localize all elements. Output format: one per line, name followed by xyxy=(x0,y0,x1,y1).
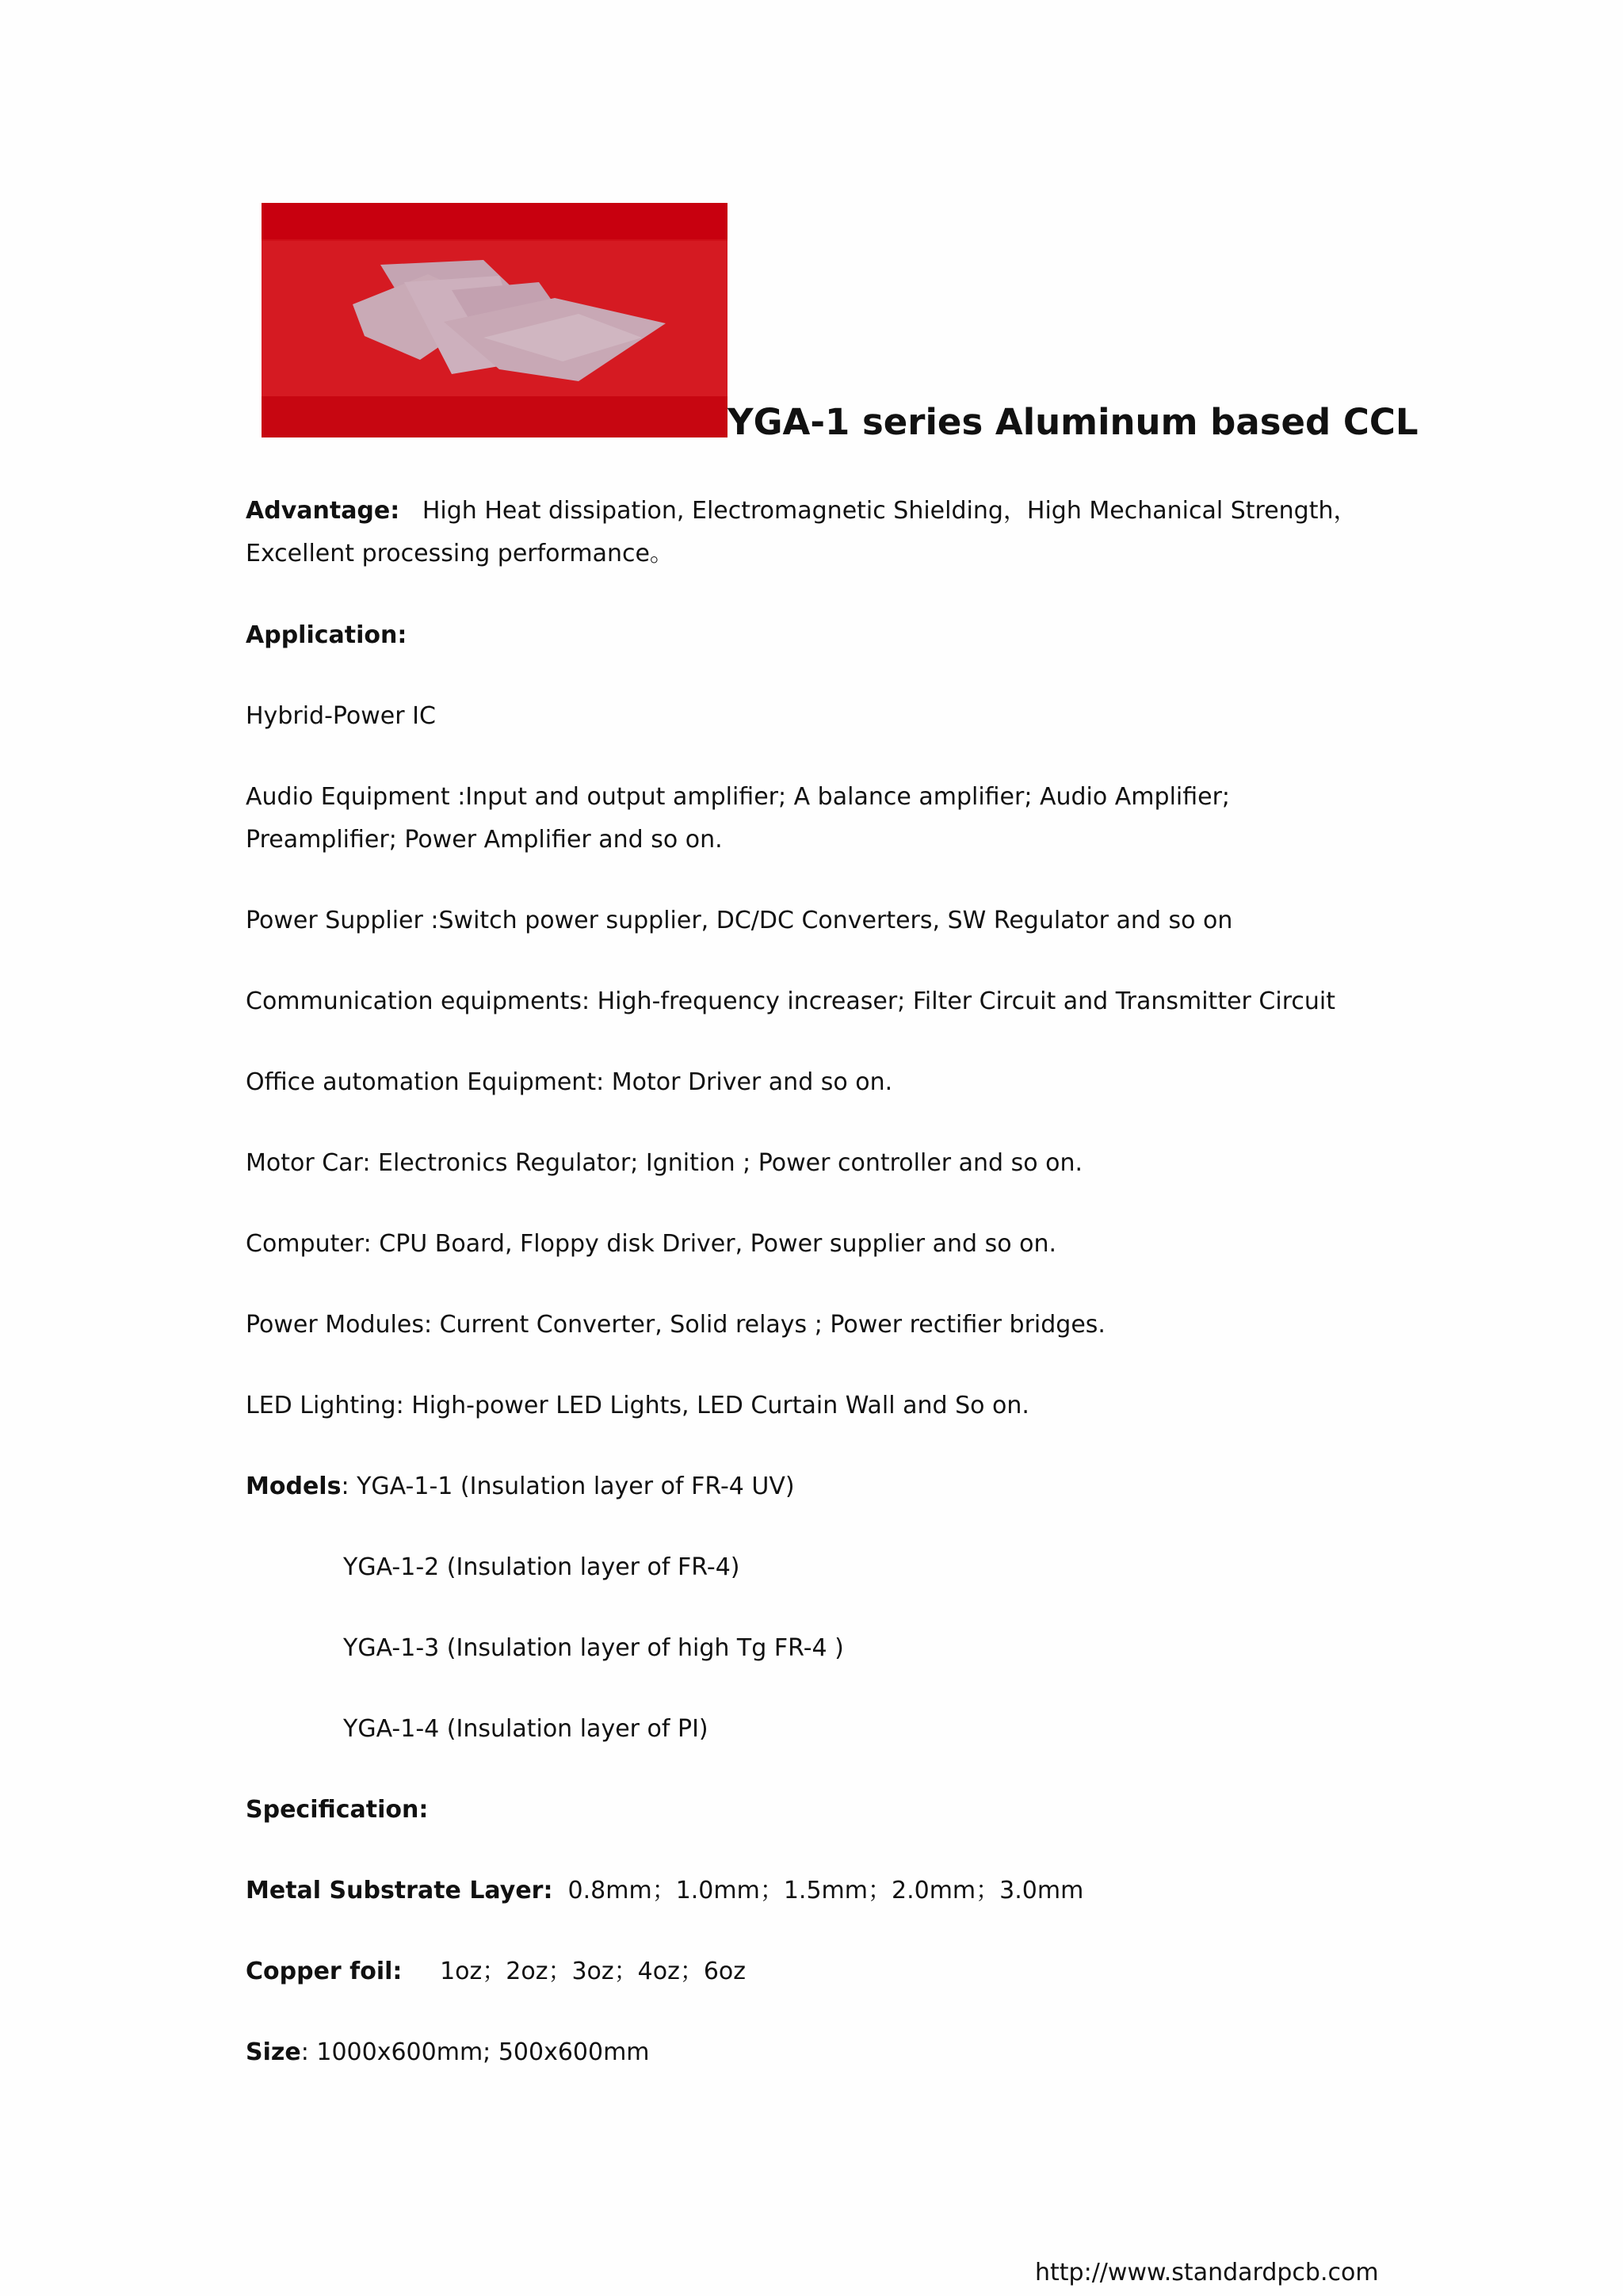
advantage-paragraph xyxy=(246,490,1371,575)
application-item: Power Supplier :Switch power supplier, DC/DC Converters, SW Regulator and so on xyxy=(246,907,1233,934)
advantage-label: Advantage: xyxy=(246,497,400,525)
size-line: Size: 1000x600mm; 500x600mm xyxy=(246,2038,650,2066)
models-label: Models xyxy=(246,1473,342,1500)
application-item: LED Lighting: High-power LED Lights, LED Curtain Wall and So on. xyxy=(246,1392,1029,1419)
copper-foil-value: 1oz；2oz；3oz；4oz；6oz xyxy=(440,1958,747,1985)
metal-substrate-label: Metal Substrate Layer: xyxy=(246,1877,553,1904)
advantage-text: High Heat dissipation, Electromagnetic Shielding，High Mechanical Strength，Excellent processing performance。 xyxy=(246,497,1358,567)
metal-substrate-line xyxy=(246,1870,1371,1912)
copper-foil-label: Copper foil: xyxy=(246,1958,403,1985)
size-label: Size xyxy=(246,2038,301,2066)
copper-foil-line xyxy=(246,1950,1371,1993)
specification-heading: Specification: xyxy=(246,1796,429,1824)
application-item: Motor Car: Electronics Regulator; Ignition ; Power controller and so on. xyxy=(246,1149,1083,1177)
application-heading: Application: xyxy=(246,621,407,649)
product-photo xyxy=(262,203,727,437)
application-item: Hybrid-Power IC xyxy=(246,702,436,730)
model-item: YGA-1-2 (Insulation layer of FR-4) xyxy=(343,1553,740,1581)
application-item: Computer: CPU Board, Floppy disk Driver, Power supplier and so on. xyxy=(246,1230,1057,1258)
application-item: Audio Equipment :Input and output amplifier; A balance amplifier; Audio Amplifier; Preamplifier; Power Amplifier and so on. xyxy=(246,783,1231,854)
metal-substrate-value: 0.8mm；1.0mm；1.5mm；2.0mm；3.0mm xyxy=(567,1877,1084,1904)
model-item: YGA-1-4 (Insulation layer of PI) xyxy=(343,1715,708,1743)
application-item: Communication equipments: High-frequency increaser; Filter Circuit and Transmitter Circuit xyxy=(246,988,1335,1015)
models-line: Models: YGA-1-1 (Insulation layer of FR-4 UV) xyxy=(246,1473,795,1500)
model-item: YGA-1-3 (Insulation layer of high Tg FR-4 ) xyxy=(343,1634,844,1662)
application-item: Office automation Equipment: Motor Driver and so on. xyxy=(246,1068,893,1096)
size-value: 1000x600mm; 500x600mm xyxy=(316,2038,650,2066)
aluminum-sheets-image xyxy=(262,203,727,437)
application-item: Power Modules: Current Converter, Solid relays ; Power rectifier bridges. xyxy=(246,1311,1106,1339)
model-item: YGA-1-1 (Insulation layer of FR-4 UV) xyxy=(357,1473,795,1500)
page-title: YGA-1 series Aluminum based CCL xyxy=(727,401,1419,443)
footer-url: http://www.standardpcb.com xyxy=(1035,2259,1379,2286)
